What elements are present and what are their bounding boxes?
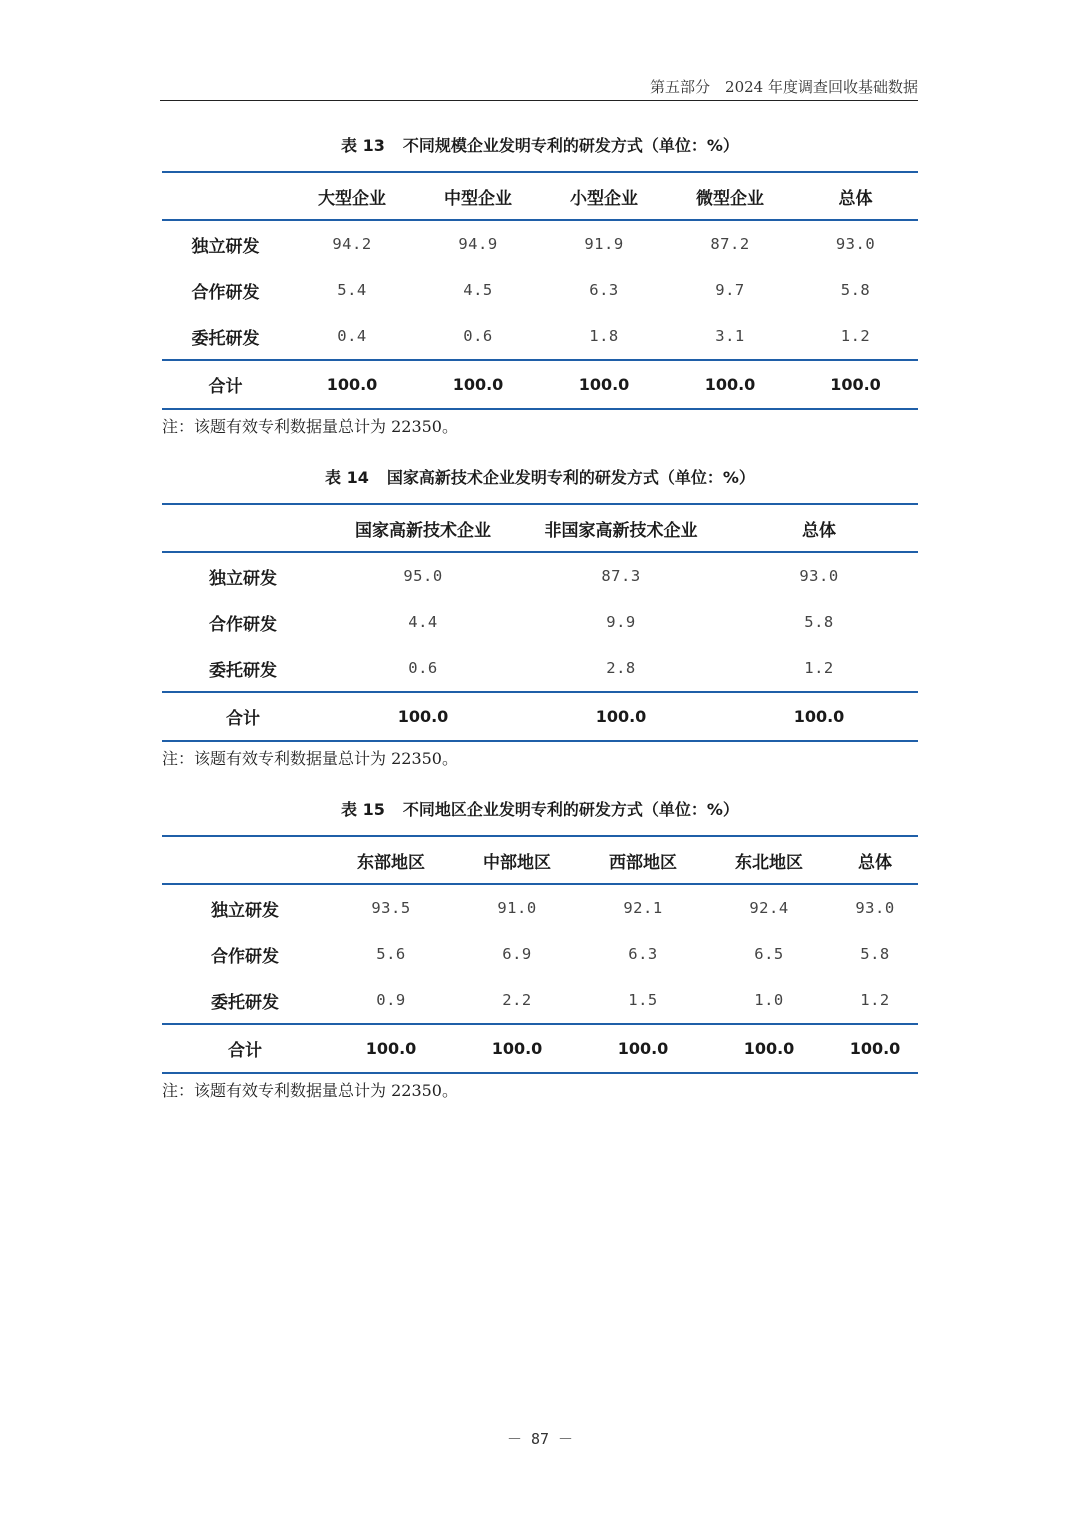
column-header: 中部地区: [483, 852, 551, 873]
row-label: 委托研发: [191, 328, 260, 349]
row-label: 委托研发: [209, 660, 277, 681]
row-label: 合作研发: [191, 282, 260, 303]
table-cell: 100.0: [595, 707, 647, 726]
table-cell: 100.0: [491, 1039, 543, 1058]
table-cell: 5.8: [860, 945, 890, 963]
table-row: [162, 313, 918, 360]
table-cell: 5.8: [840, 281, 871, 299]
table-15-number: 表 15: [341, 800, 385, 819]
table-cell: 0.9: [376, 991, 406, 1009]
table-13-caption: [162, 134, 918, 158]
table-cell: 94.2: [332, 235, 372, 253]
table-cell: 4.5: [463, 281, 493, 299]
table-cell: 1.2: [804, 659, 834, 677]
table-cell: 92.4: [749, 899, 789, 917]
table-cell: 9.7: [715, 281, 745, 299]
table-row: [162, 267, 918, 313]
table-14-title: 国家高新技术企业发明专利的研发方式（单位：%）: [386, 468, 755, 487]
table-cell: 5.4: [337, 281, 367, 299]
total-row: [162, 360, 918, 409]
column-header: 总体: [838, 188, 873, 209]
row-label: 独立研发: [191, 236, 260, 257]
row-label: 独立研发: [209, 568, 277, 589]
table-cell: 0.6: [408, 659, 438, 677]
table-row: [162, 884, 918, 931]
total-row: [162, 1024, 918, 1073]
table-cell: 100.0: [397, 707, 449, 726]
column-header: 总体: [802, 520, 836, 541]
table-header-row: [162, 172, 918, 220]
table-cell: 87.3: [601, 567, 641, 585]
table-cell: 5.8: [804, 613, 834, 631]
table-15-title: 不同地区企业发明专利的研发方式（单位：%）: [402, 800, 739, 819]
row-label: 合作研发: [211, 946, 279, 967]
table-13-number: 表 13: [341, 136, 385, 155]
table-13-note: 注：该题有效专利数据量总计为 22350。: [162, 417, 458, 436]
table-cell: 1.5: [628, 991, 658, 1009]
table-cell: 100.0: [617, 1039, 669, 1058]
table-cell: 6.9: [502, 945, 532, 963]
table-cell: 0.6: [463, 327, 493, 345]
row-label: 合计: [226, 709, 260, 729]
column-header: [162, 172, 289, 220]
table-cell: 1.2: [840, 327, 871, 345]
table-cell: 100.0: [704, 375, 756, 394]
table-cell: 91.0: [497, 899, 537, 917]
table-cell: 93.0: [855, 899, 895, 917]
table-cell: 100.0: [793, 707, 845, 726]
column-header: [162, 836, 328, 884]
table-cell: 92.1: [623, 899, 663, 917]
table-15: [162, 835, 918, 1074]
table-14-block: [162, 466, 918, 770]
table-15-block: [162, 798, 918, 1102]
table-14-note: 注：该题有效专利数据量总计为 22350。: [162, 749, 458, 768]
table-15-note: 注：该题有效专利数据量总计为 22350。: [162, 1081, 458, 1100]
table-row: [162, 977, 918, 1024]
table-14-number: 表 14: [325, 468, 369, 487]
table-13-block: [162, 134, 918, 438]
table-cell: 93.0: [799, 567, 839, 585]
table-cell: 0.4: [337, 327, 367, 345]
table-row: [162, 931, 918, 977]
table-13-title: 不同规模企业发明专利的研发方式（单位：%）: [402, 136, 739, 155]
table-14-caption: [162, 466, 918, 490]
table-cell: 1.0: [754, 991, 784, 1009]
column-header: 西部地区: [609, 852, 677, 873]
table-cell: 93.5: [371, 899, 411, 917]
column-header: 东部地区: [357, 852, 425, 873]
column-header: 小型企业: [570, 188, 638, 209]
table-cell: 87.2: [710, 235, 750, 253]
table-cell: 1.8: [589, 327, 619, 345]
table-row: [162, 220, 918, 267]
table-13: [162, 171, 918, 410]
column-header: 东北地区: [735, 852, 803, 873]
table-15-caption: [162, 798, 918, 822]
table-cell: 9.9: [606, 613, 636, 631]
column-header: 中型企业: [444, 188, 512, 209]
table-cell: 2.8: [606, 659, 636, 677]
row-label: 独立研发: [211, 900, 279, 921]
table-cell: 94.9: [458, 235, 498, 253]
table-header-row: [162, 836, 918, 884]
table-cell: 93.0: [835, 235, 876, 253]
column-header: 国家高新技术企业: [355, 520, 491, 541]
table-cell: 4.4: [408, 613, 438, 631]
column-header: [162, 504, 324, 552]
table-cell: 6.5: [754, 945, 784, 963]
table-14: [162, 503, 918, 742]
column-header: 微型企业: [696, 188, 764, 209]
row-label: 合作研发: [209, 614, 277, 635]
table-cell: 100.0: [743, 1039, 795, 1058]
table-cell: 100.0: [365, 1039, 417, 1058]
table-cell: 3.1: [715, 327, 745, 345]
table-header-row: [162, 504, 918, 552]
table-cell: 100.0: [830, 375, 881, 394]
row-label: 合计: [208, 377, 243, 397]
table-cell: 91.9: [584, 235, 624, 253]
table-row: [162, 645, 918, 692]
table-cell: 6.3: [628, 945, 658, 963]
page-header: 第五部分 2024 年度调查回收基础数据: [160, 76, 918, 101]
column-header: 非国家高新技术企业: [544, 520, 698, 541]
table-cell: 100.0: [578, 375, 630, 394]
row-label: 合计: [228, 1041, 262, 1061]
table-cell: 100.0: [849, 1039, 901, 1058]
row-label: 委托研发: [211, 992, 279, 1013]
table-cell: 100.0: [326, 375, 378, 394]
total-row: [162, 692, 918, 741]
table-row: [162, 599, 918, 645]
page-number: － 87 －: [506, 1430, 574, 1448]
table-cell: 95.0: [403, 567, 443, 585]
table-cell: 6.3: [589, 281, 619, 299]
table-row: [162, 552, 918, 599]
column-header: 大型企业: [318, 188, 386, 209]
column-header: 总体: [858, 852, 892, 873]
table-cell: 1.2: [860, 991, 890, 1009]
table-cell: 100.0: [452, 375, 504, 394]
table-cell: 5.6: [376, 945, 406, 963]
table-cell: 2.2: [502, 991, 532, 1009]
